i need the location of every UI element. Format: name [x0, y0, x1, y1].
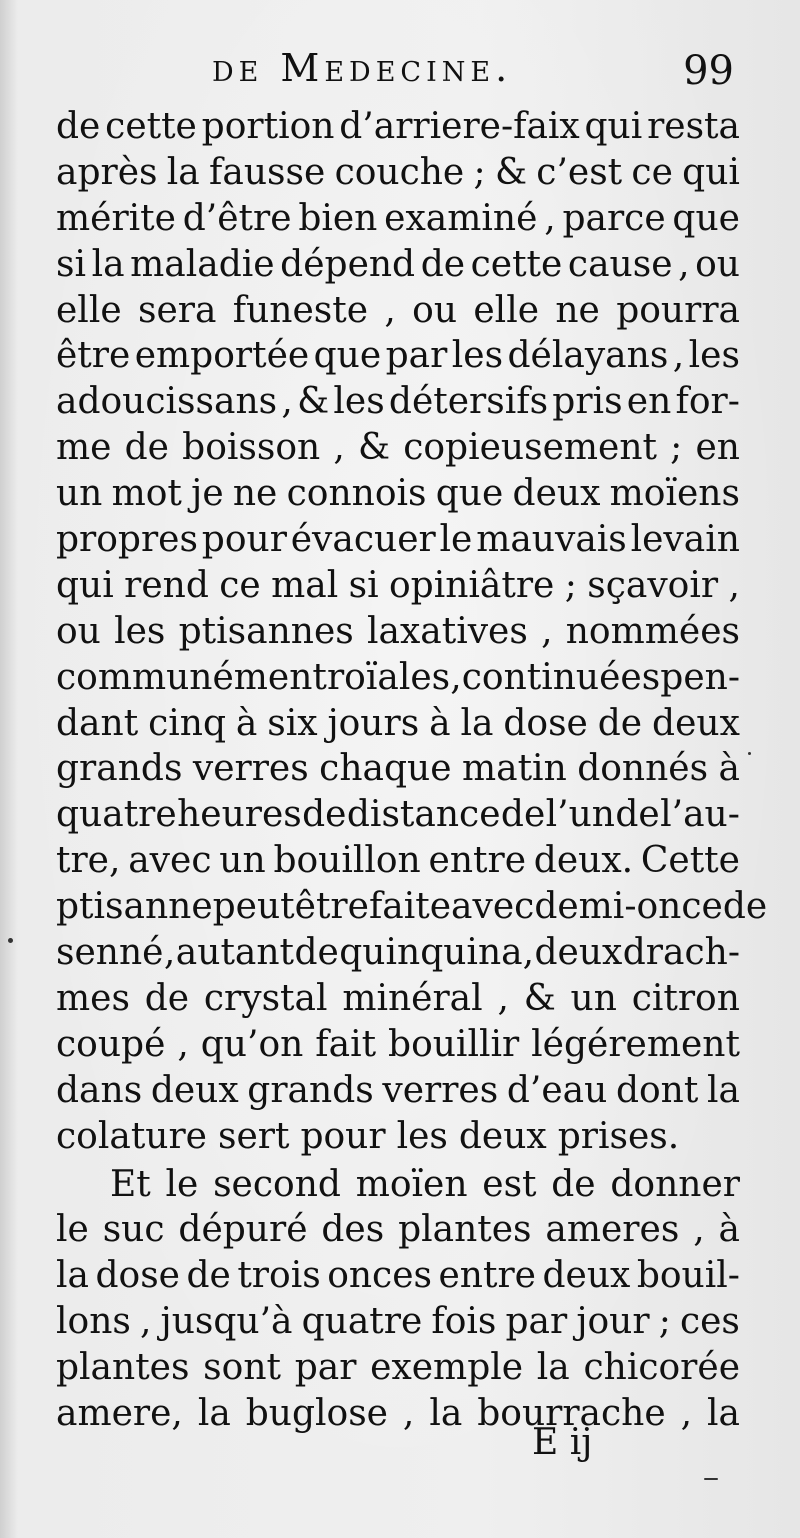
- word: la: [166, 151, 200, 193]
- word: évacuer: [290, 519, 436, 561]
- word: onces: [327, 1255, 432, 1297]
- word: mot: [111, 473, 182, 515]
- word: est: [482, 1163, 537, 1205]
- word: peut: [212, 886, 295, 928]
- word: être: [294, 886, 369, 928]
- word: un: [570, 977, 617, 1019]
- word: ,: [728, 564, 740, 606]
- word: senné: [56, 932, 164, 974]
- running-head-title: de Medecine.: [212, 46, 513, 90]
- word: &: [297, 381, 330, 423]
- word: dose: [95, 1255, 180, 1297]
- word: sert: [217, 1115, 290, 1157]
- word: ce: [631, 151, 673, 193]
- word: rend: [124, 564, 209, 606]
- text-line: [56, 609, 740, 655]
- text-line: [56, 1391, 740, 1437]
- word: ou: [412, 289, 458, 331]
- word: ,: [333, 427, 345, 469]
- word: par: [505, 1301, 568, 1343]
- word: en: [695, 427, 740, 469]
- word: légérement: [531, 1023, 740, 1065]
- text-line: [56, 1162, 740, 1208]
- word: ,: [693, 1209, 705, 1251]
- word: pourra: [616, 289, 740, 331]
- word: ;: [670, 427, 683, 469]
- word: propres: [56, 519, 198, 561]
- word: que: [672, 197, 740, 239]
- word: par: [385, 335, 448, 377]
- word: la: [706, 1069, 740, 1111]
- word: nommées: [565, 610, 740, 652]
- word: en: [626, 381, 672, 423]
- word: demi-once: [534, 886, 723, 928]
- word: ,: [544, 197, 556, 239]
- word: dépend: [280, 243, 416, 285]
- word: suc: [102, 1209, 165, 1251]
- word: qu’on: [200, 1023, 304, 1065]
- word: couche: [334, 151, 465, 193]
- word: roïales: [326, 656, 451, 698]
- word: dose: [503, 702, 588, 744]
- text-line: [56, 517, 740, 563]
- word: citron: [631, 977, 740, 1019]
- word: tre,: [56, 840, 121, 882]
- ink-speck: [704, 1478, 718, 1480]
- word: communément: [56, 656, 327, 698]
- text-line: [56, 104, 740, 150]
- word: fausse: [209, 151, 326, 193]
- word: de: [302, 794, 347, 836]
- word: cause: [567, 243, 673, 285]
- word: minéral: [342, 977, 483, 1019]
- word: deux.: [533, 840, 634, 882]
- text-line: [56, 288, 740, 334]
- word: faite: [368, 886, 452, 928]
- word: Cette: [640, 840, 740, 882]
- word: coupé: [56, 1023, 166, 1065]
- word: d’être: [182, 197, 292, 239]
- text-line: [56, 379, 740, 425]
- word: la: [91, 243, 125, 285]
- word: qui: [682, 151, 740, 193]
- word: second: [213, 1163, 341, 1205]
- word: trois: [237, 1255, 321, 1297]
- word: entre: [428, 840, 527, 882]
- word: que: [313, 335, 382, 377]
- signature-mark: E ij: [532, 1422, 593, 1463]
- word: laxatives: [366, 610, 528, 652]
- text-line: [56, 242, 740, 288]
- word: un: [56, 473, 103, 515]
- word: &: [523, 977, 556, 1019]
- word: copieusement: [403, 427, 657, 469]
- word: buglose: [245, 1393, 388, 1435]
- word: deux: [534, 932, 623, 974]
- word: les: [396, 1115, 448, 1157]
- text-line: [56, 701, 740, 747]
- word: à: [718, 1209, 740, 1251]
- word: de: [500, 794, 546, 836]
- word: ne: [232, 473, 278, 515]
- word: elle: [473, 289, 540, 331]
- word: jour: [576, 1301, 650, 1343]
- word: ,: [497, 977, 509, 1019]
- word: la: [460, 702, 494, 744]
- word: par: [294, 1347, 357, 1389]
- word: connois: [286, 473, 427, 515]
- word: heures: [177, 794, 302, 836]
- text-line: [56, 1207, 740, 1253]
- text-line: [56, 1114, 740, 1162]
- word: chaque: [319, 748, 452, 790]
- word: distance: [346, 794, 501, 836]
- word: parce: [562, 197, 666, 239]
- word: verres: [192, 748, 309, 790]
- word: ces: [679, 1301, 740, 1343]
- word: crystal: [203, 977, 328, 1019]
- word: quatre: [56, 794, 177, 836]
- word: si: [56, 243, 86, 285]
- word: bouillon: [273, 840, 421, 882]
- word: avec: [451, 886, 535, 928]
- word: me: [56, 427, 112, 469]
- text-line: [56, 976, 740, 1022]
- word: fois: [431, 1301, 497, 1343]
- word: détersifs: [388, 381, 549, 423]
- word: ptisanne: [56, 886, 213, 928]
- text-line: [56, 746, 740, 792]
- word: délayans: [507, 335, 669, 377]
- word: pris: [552, 381, 623, 423]
- text-line: [56, 471, 740, 517]
- text-line: [56, 1068, 740, 1114]
- ink-speck: [748, 752, 751, 755]
- text-line: [56, 655, 740, 701]
- word: bouil-: [636, 1255, 740, 1297]
- word: après: [56, 151, 158, 193]
- word: de: [144, 977, 190, 1019]
- word: Et: [110, 1163, 151, 1205]
- word: pour: [300, 1115, 386, 1157]
- word: c’est: [536, 151, 623, 193]
- word: le: [439, 519, 473, 561]
- word: ne: [555, 289, 600, 331]
- word: ,: [541, 610, 553, 652]
- word: de: [615, 794, 660, 836]
- word: sçavoir: [587, 564, 719, 606]
- running-head: [0, 46, 800, 106]
- word: &: [494, 151, 527, 193]
- word: deux: [652, 702, 740, 744]
- word: la: [56, 1255, 89, 1297]
- word: des: [321, 1209, 385, 1251]
- word: boisson: [182, 427, 321, 469]
- word: bourrache: [477, 1393, 666, 1435]
- word: cinq: [148, 702, 226, 744]
- word: examiné: [384, 197, 538, 239]
- word: moïens: [609, 473, 740, 515]
- word: la: [536, 1347, 570, 1389]
- word: dépuré: [178, 1209, 308, 1251]
- word: cette: [470, 243, 563, 285]
- word: prises.: [557, 1115, 680, 1157]
- word: emportée: [134, 335, 310, 377]
- word: les: [114, 610, 166, 652]
- word: verres: [382, 1069, 499, 1111]
- word: de: [597, 702, 643, 744]
- word: dans: [56, 1069, 143, 1111]
- word: continuées: [461, 656, 661, 698]
- word: les: [451, 335, 504, 377]
- word: le: [165, 1163, 199, 1205]
- word: ce: [219, 564, 261, 606]
- text-line: [56, 1345, 740, 1391]
- word: colature: [56, 1115, 207, 1157]
- word: l’au-: [660, 794, 740, 836]
- word: portion: [201, 106, 335, 147]
- word: lons: [56, 1301, 131, 1343]
- word: ,: [177, 1023, 189, 1065]
- word: qui: [584, 106, 643, 147]
- text-line: [56, 150, 740, 196]
- word: à: [235, 702, 258, 744]
- word: matin: [461, 748, 567, 790]
- word: bien: [298, 197, 378, 239]
- text-line: [56, 930, 740, 976]
- word: opiniâtre: [388, 564, 555, 606]
- word: bouillir: [388, 1023, 520, 1065]
- text-line: [56, 1253, 740, 1299]
- text-line: [56, 838, 740, 884]
- word: l’un: [545, 794, 615, 836]
- word: ,: [450, 656, 462, 698]
- word: sera: [137, 289, 217, 331]
- body-text: [56, 104, 768, 1437]
- word: amere,: [56, 1393, 183, 1435]
- word: deux: [458, 1115, 547, 1157]
- word: d’arriere-faix: [339, 106, 580, 147]
- text-line: [56, 425, 740, 471]
- word: ;: [564, 564, 577, 606]
- word: dant: [56, 702, 139, 744]
- word: le: [56, 1209, 89, 1251]
- word: deux: [542, 1255, 631, 1297]
- word: de: [420, 243, 466, 285]
- word: ,: [163, 932, 176, 974]
- ink-speck: [8, 938, 13, 943]
- word: entre: [438, 1255, 536, 1297]
- word: avec: [128, 840, 212, 882]
- page-number: 99: [683, 48, 734, 94]
- word: à: [718, 748, 740, 790]
- text-line: [56, 563, 740, 609]
- word: mauvais: [476, 519, 627, 561]
- word: si: [348, 564, 379, 606]
- word: jusqu’à: [160, 1301, 293, 1343]
- word: ;: [658, 1301, 671, 1343]
- word: mal: [271, 564, 339, 606]
- word: de: [551, 1163, 596, 1205]
- text-line: [56, 333, 740, 379]
- word: ,: [384, 289, 396, 331]
- word: grands: [56, 748, 183, 790]
- word: un: [219, 840, 266, 882]
- word: que: [435, 473, 504, 515]
- word: de: [294, 932, 339, 974]
- word: de: [186, 1255, 231, 1297]
- word: ptisannes: [178, 610, 354, 652]
- word: moïen: [355, 1163, 468, 1205]
- word: les: [688, 335, 740, 377]
- word: dont: [615, 1069, 699, 1111]
- word: ou: [695, 243, 740, 285]
- word: deux: [150, 1069, 239, 1111]
- word: la: [707, 1393, 740, 1435]
- word: ;: [473, 151, 486, 193]
- word: levain: [630, 519, 740, 561]
- word: grands: [247, 1069, 374, 1111]
- word: qui: [56, 564, 114, 606]
- word: les: [333, 381, 385, 423]
- word: elle: [56, 289, 122, 331]
- word: être: [56, 335, 131, 377]
- word: de: [722, 886, 768, 928]
- word: ,: [680, 1393, 693, 1435]
- word: resta: [647, 106, 740, 147]
- text-line: [56, 196, 740, 242]
- word: d’eau: [506, 1069, 608, 1111]
- word: quatre: [301, 1301, 423, 1343]
- word: funeste: [232, 289, 369, 331]
- word: ,: [402, 1393, 415, 1435]
- word: sont: [203, 1347, 281, 1389]
- word: ,: [281, 381, 293, 423]
- word: fait: [315, 1023, 377, 1065]
- word: maladie: [130, 243, 275, 285]
- word: &: [358, 427, 391, 469]
- word: donnés: [577, 748, 709, 790]
- word: à: [429, 702, 451, 744]
- text-line: [56, 1022, 740, 1068]
- text-line: [56, 884, 768, 930]
- word: pen-: [660, 656, 740, 698]
- word: plantes: [398, 1209, 532, 1251]
- word: mes: [56, 977, 130, 1019]
- word: je: [191, 473, 224, 515]
- word: de: [56, 106, 101, 147]
- word: ,: [139, 1301, 152, 1343]
- word: ,: [672, 335, 685, 377]
- word: ou: [56, 610, 101, 652]
- word: adoucissans: [56, 381, 278, 423]
- text-line: [56, 792, 740, 838]
- word: cette: [105, 106, 197, 147]
- word: ameres: [545, 1209, 680, 1251]
- word: for-: [675, 381, 740, 423]
- word: drach-: [622, 932, 740, 974]
- word: ,: [678, 243, 690, 285]
- word: jours: [327, 702, 420, 744]
- word: chicorée: [583, 1347, 740, 1389]
- word: pour: [201, 519, 287, 561]
- word: six: [267, 702, 318, 744]
- word: la: [197, 1393, 231, 1435]
- word: quinquina,: [339, 932, 535, 974]
- word: exemple: [370, 1347, 524, 1389]
- word: mérite: [56, 197, 176, 239]
- word: de: [124, 427, 169, 469]
- word: la: [429, 1393, 463, 1435]
- word: plantes: [56, 1347, 190, 1389]
- text-line: [56, 1299, 740, 1345]
- word: deux: [512, 473, 601, 515]
- word: donner: [610, 1163, 740, 1205]
- word: autant: [175, 932, 295, 974]
